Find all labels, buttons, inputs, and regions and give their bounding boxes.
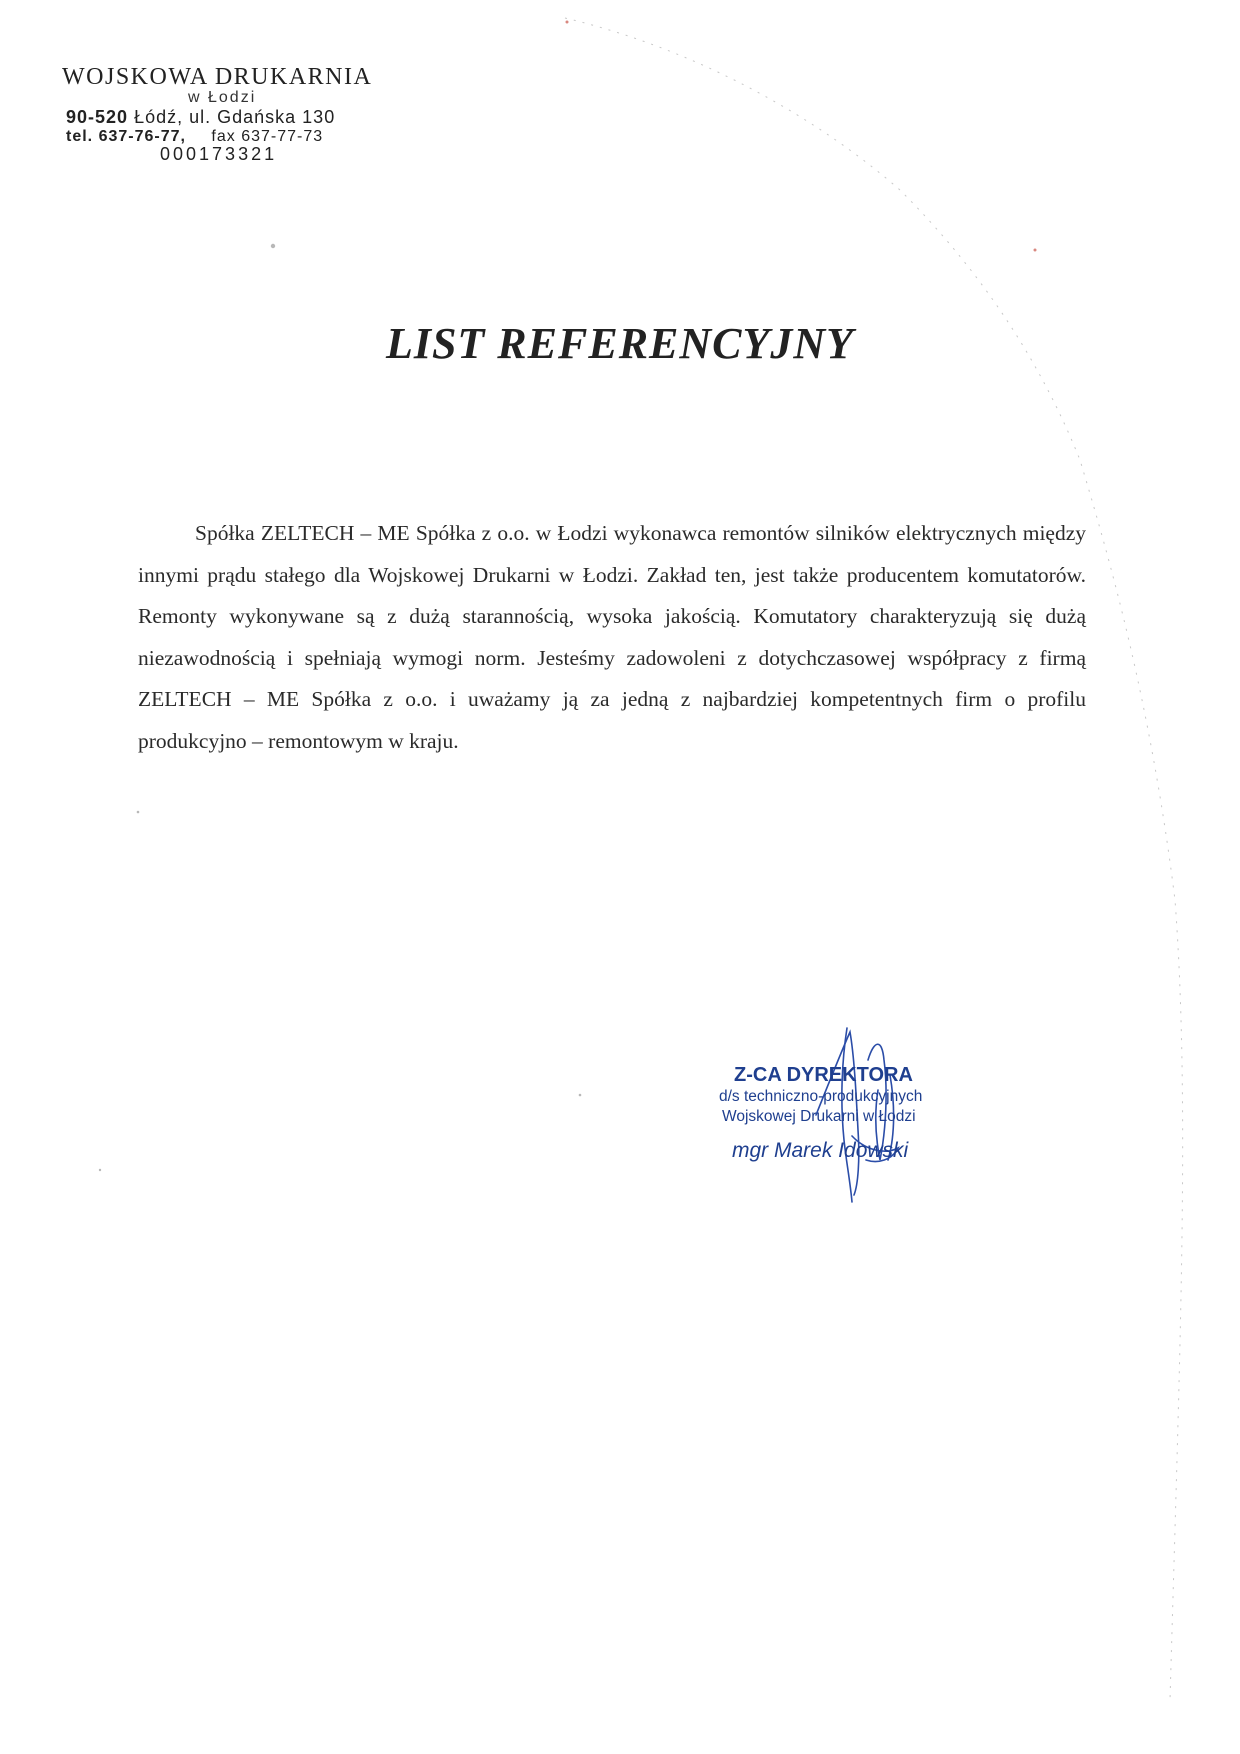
stamp-department: d/s techniczno-produkcyjnych [719,1088,923,1105]
org-name: WOJSKOWA DRUKARNIA [62,64,373,90]
tel-number: 637-76-77, [98,128,186,145]
tel-label: tel. [66,128,94,145]
org-city: w Łodzi [188,89,257,106]
letter-body: Spółka ZELTECH – ME Spółka z o.o. w Łodzi wykonawca remontów silników elektrycznych między innymi prądu stałego dla Wojskowej Drukarni w Łodzi. Zakład ten, jest także producentem komutatorów. Remonty wykonywane są z dużą starannością, wysoka jakością. Komutatory charakteryzują się dużą niezawodnością i spełniają wymogi norm. Jesteśmy zadowoleni z dotychczasowej współpracy z firmą ZELTECH – ME Spółka z o.o. i uważamy ją za jedną z najbardziej kompetentnych firm o profilu produkcyjno – remontowym w kraju. [138,521,1086,753]
stamp-organization: Wojskowej Drukarni w Łodzi [722,1108,916,1125]
registration-number: 000173321 [160,144,278,164]
document-title: LIST REFERENCYJNY [385,319,855,368]
stamp-title: Z-CA DYREKTORA [734,1064,913,1086]
fax-number: fax 637-77-73 [211,128,324,145]
stamp-signatory-name: mgr Marek Idowski [732,1139,909,1162]
street-address: Łódź, ul. Gdańska 130 [134,107,336,127]
postal-code: 90-520 [66,107,129,127]
